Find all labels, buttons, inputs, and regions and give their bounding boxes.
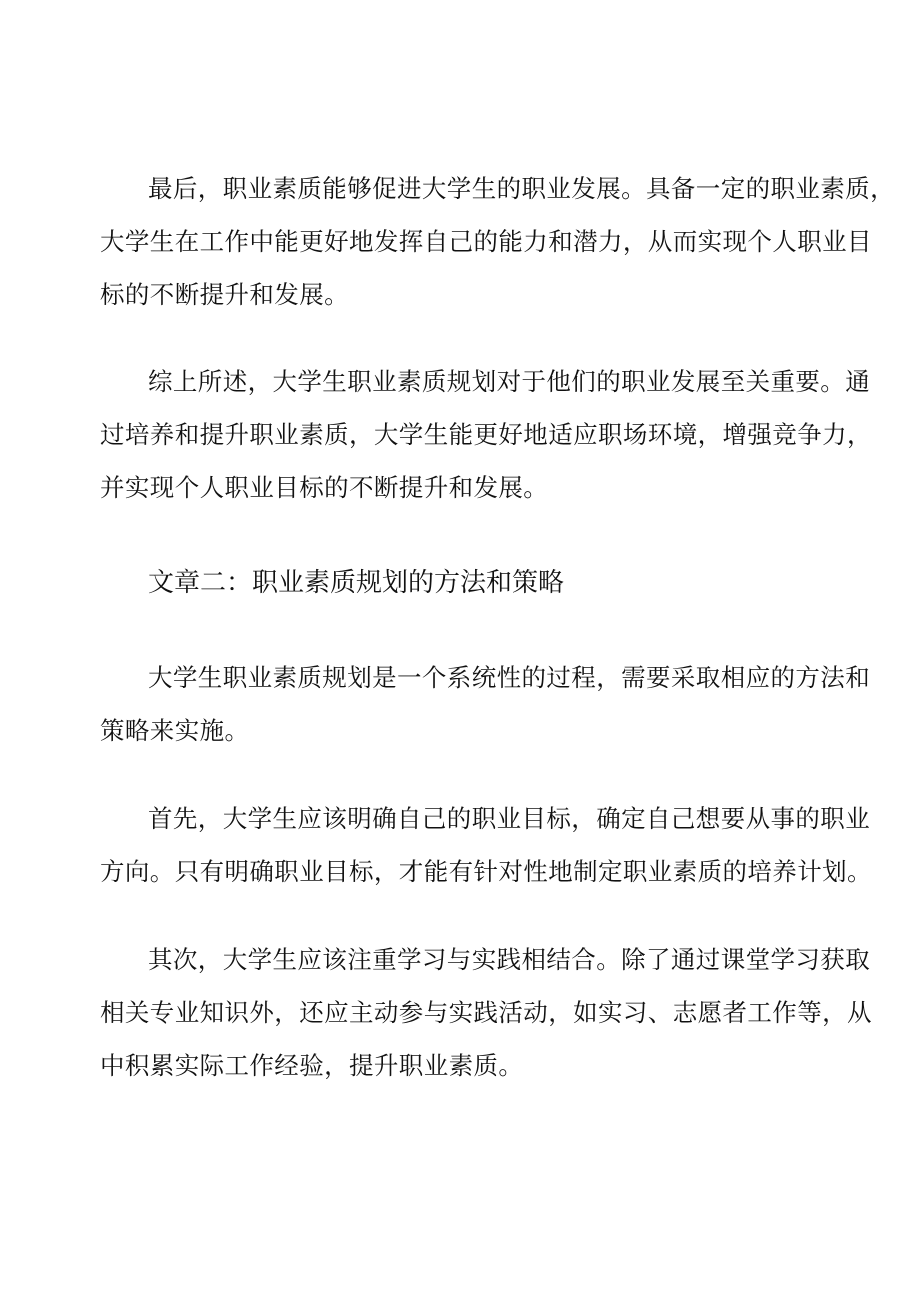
paragraph-line: 其次，大学生应该注重学习与实践相结合。除了通过课堂学习获取 xyxy=(148,945,871,974)
paragraph-line: 策略来实施。 xyxy=(100,716,250,745)
paragraph-line: 标的不断提升和发展。 xyxy=(100,280,349,309)
paragraph-second-step xyxy=(100,933,872,1092)
paragraph-line: 大学生职业素质规划是一个系统性的过程，需要采取相应的方法和 xyxy=(148,663,871,692)
paragraph-line: 综上所述，大学生职业素质规划对于他们的职业发展至关重要。通 xyxy=(148,367,871,396)
paragraph-line: 中积累实际工作经验，提升职业素质。 xyxy=(100,1051,524,1080)
paragraph-line: 首先，大学生应该明确自己的职业目标，确定自己想要从事的职业 xyxy=(148,804,871,833)
paragraph-line: 方向。只有明确职业目标，才能有针对性地制定职业素质的培养计划。 xyxy=(100,857,872,886)
paragraph-line: 最后，职业素质能够促进大学生的职业发展。具备一定的职业素质， xyxy=(148,174,895,203)
paragraph-line: 相关专业知识外，还应主动参与实践活动，如实习、志愿者工作等，从 xyxy=(100,998,872,1027)
paragraph-first-step xyxy=(100,792,872,898)
section-heading: 文章二：职业素质规划的方法和策略 xyxy=(148,568,565,598)
paragraph-line: 过培养和提升职业素质，大学生能更好地适应职场环境，增强竞争力， xyxy=(100,420,872,449)
paragraph-line: 大学生在工作中能更好地发挥自己的能力和潜力，从而实现个人职业目 xyxy=(100,227,872,256)
paragraph-intro xyxy=(100,651,871,757)
paragraph-summary xyxy=(100,355,872,514)
paragraph-career-development xyxy=(100,162,895,321)
paragraph-line: 并实现个人职业目标的不断提升和发展。 xyxy=(100,473,549,502)
